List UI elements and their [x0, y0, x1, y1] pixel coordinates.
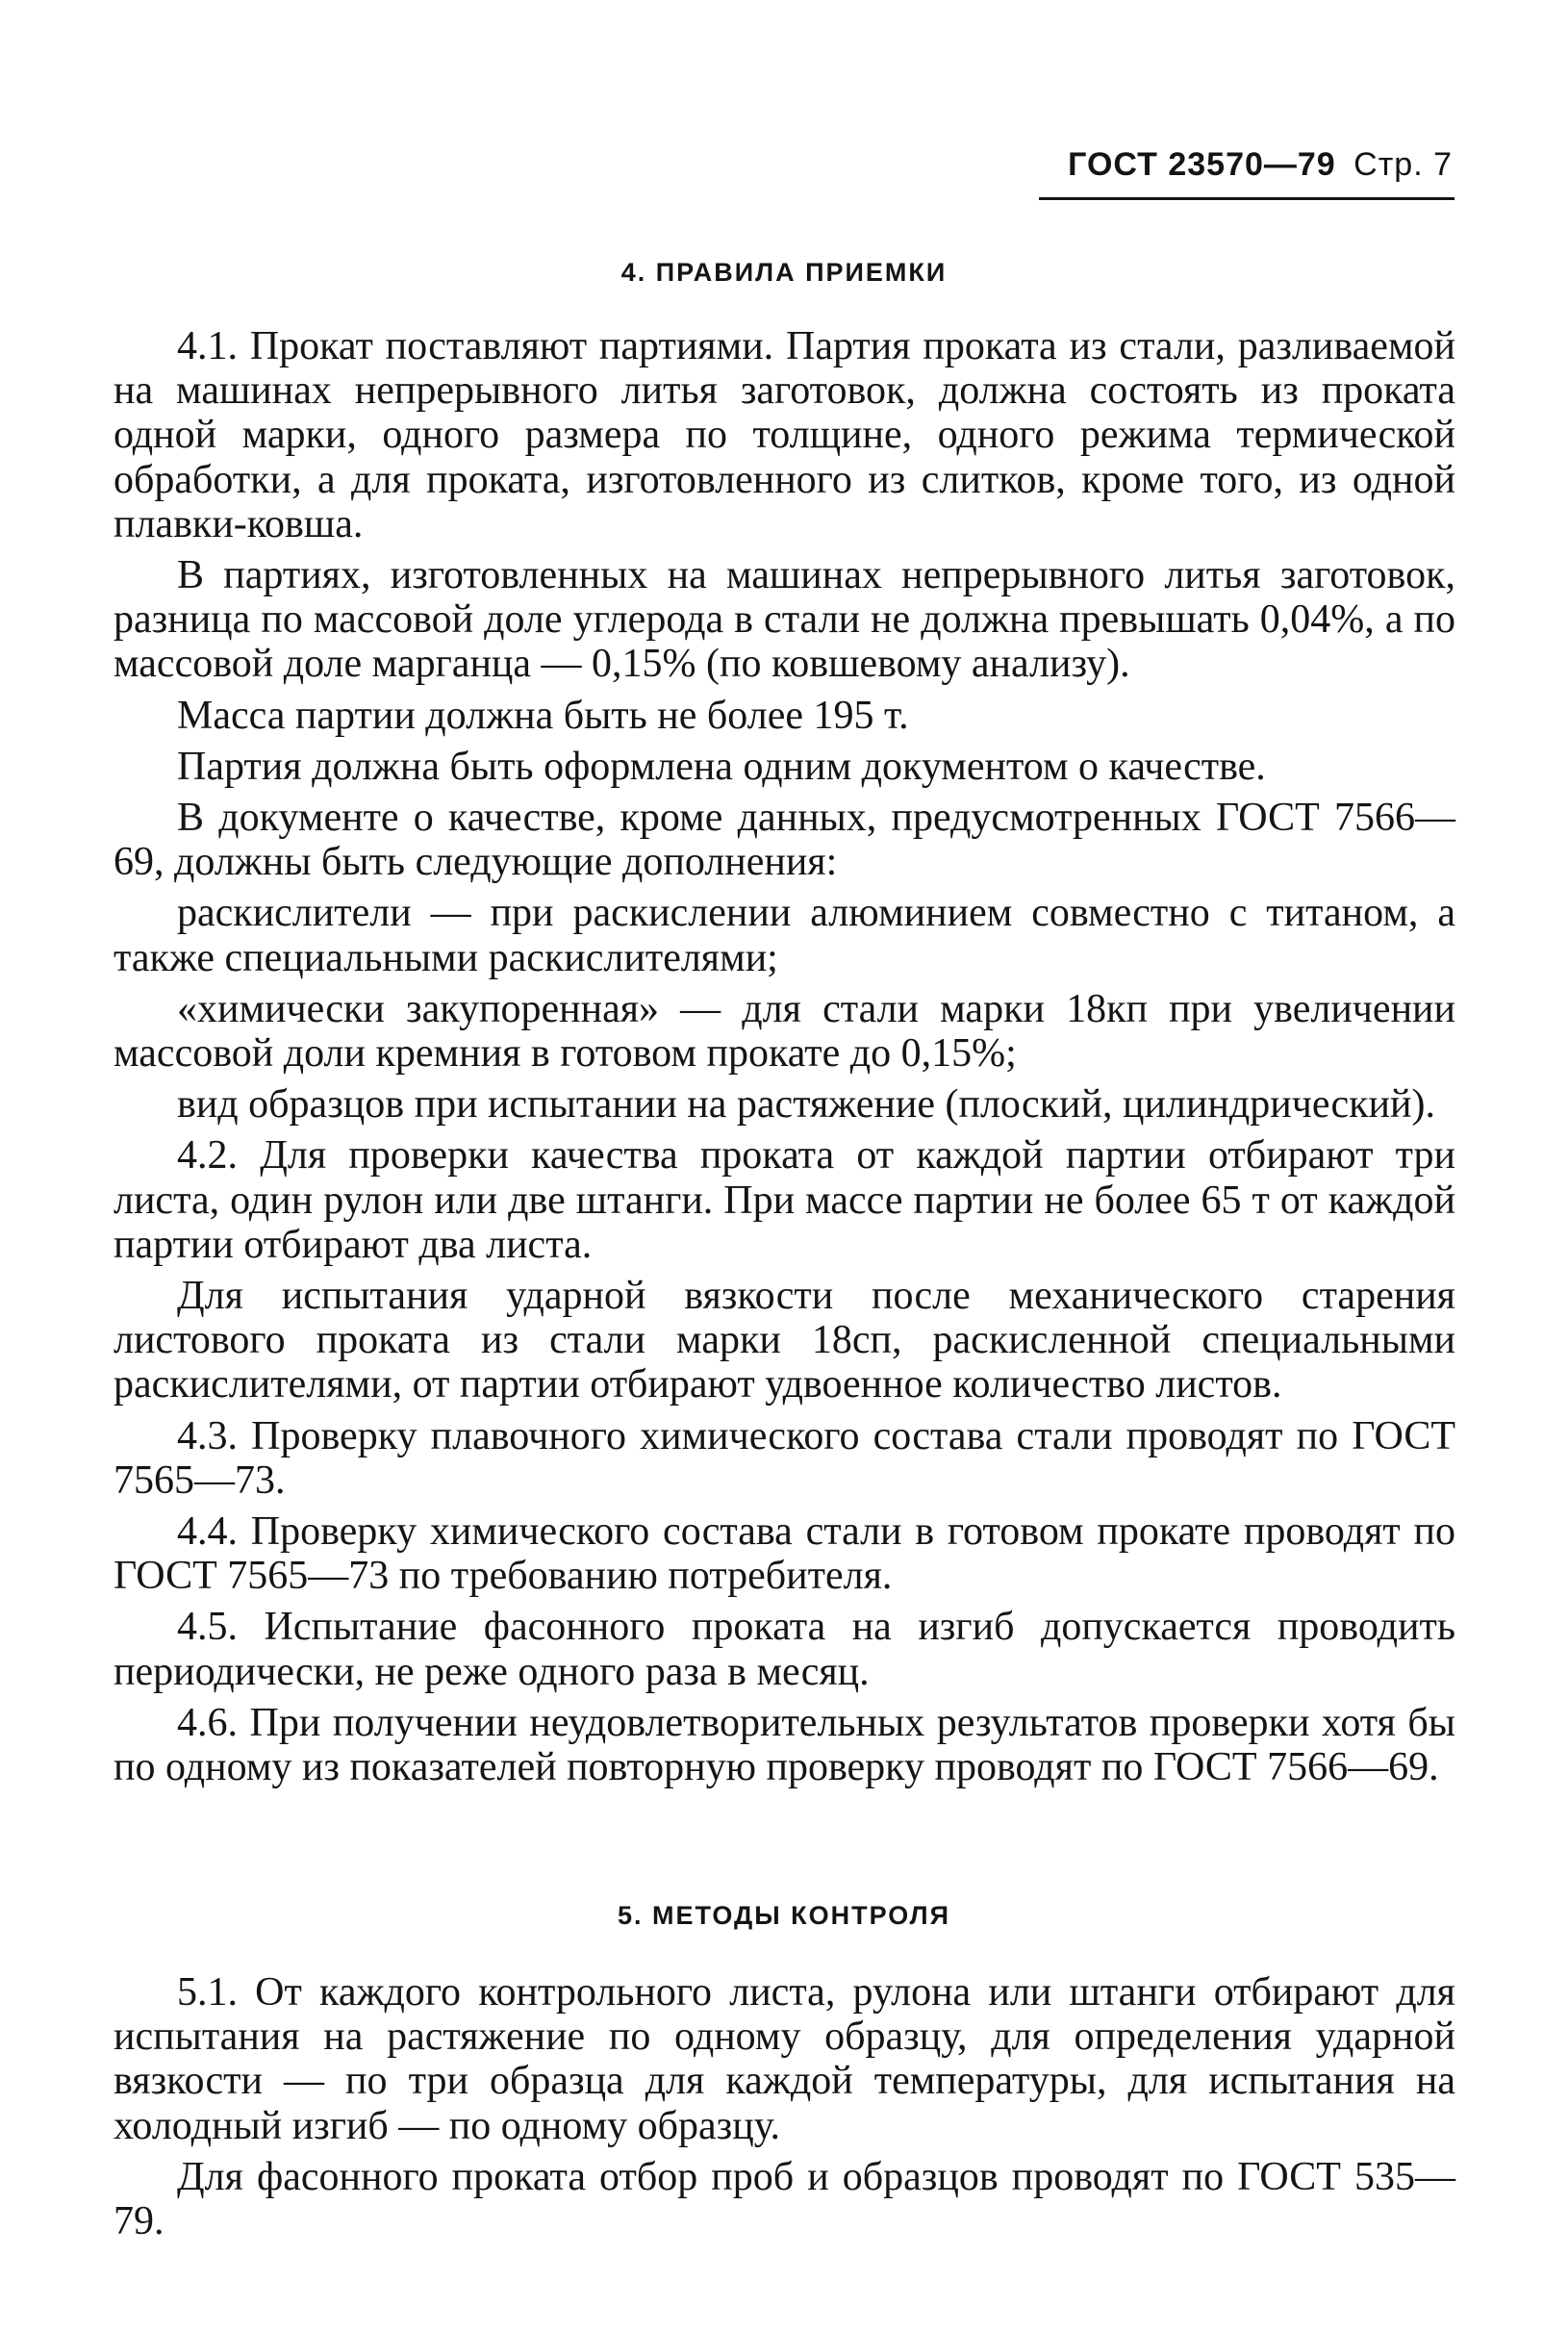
- section-5-title: 5. МЕТОДЫ КОНТРОЛЯ: [618, 1901, 950, 1930]
- paragraph: 4.2. Для проверки качества проката от каждой партии отбирают три листа, один рулон или две штанги. При массе партии не более 65 т от каждой партии отбирают два листа.: [114, 1133, 1455, 1267]
- paragraph: «химически закупоренная» — для стали марки 18кп при увеличении массовой доли кремния в готовом прокате до 0,15%;: [114, 986, 1455, 1077]
- page-header: [1068, 146, 1453, 184]
- paragraph: Масса партии должна быть не более 195 т.: [177, 693, 909, 738]
- paragraph: Для фасонного проката отбор проб и образцов проводят по ГОСТ 535—79.: [114, 2154, 1455, 2244]
- paragraph: Партия должна быть оформлена одним документом о качестве.: [177, 744, 1266, 789]
- header-rule: [1039, 197, 1454, 200]
- paragraph: 4.5. Испытание фасонного проката на изгиб допускается проводить периодически, не реже одного раза в месяц.: [114, 1605, 1455, 1694]
- paragraph: В партиях, изготовленных на машинах непрерывного литья заготовок, разница по массовой доле углерода в стали не должна превышать 0,04%, а по массовой доле марганца — 0,15% (по ковшевому анализу).: [114, 553, 1455, 687]
- paragraph: 4.4. Проверку химического состава стали в готовом прокате проводят по ГОСТ 7565—73 по требованию потребителя.: [114, 1509, 1455, 1599]
- paragraph: В документе о качестве, кроме данных, предусмотренных ГОСТ 7566—69, должны быть следующие дополнения:: [114, 796, 1455, 885]
- paragraph: раскислители — при раскислении алюминием совместно с титаном, а также специальными раскислителями;: [114, 891, 1455, 980]
- paragraph: вид образцов при испытании на растяжение (плоский, цилиндрический).: [177, 1082, 1435, 1128]
- section-4-title: 4. ПРАВИЛА ПРИЕМКИ: [620, 258, 948, 287]
- section-5-body: [114, 1970, 1455, 2243]
- paragraph: 4.6. При получении неудовлетворительных результатов проверки хотя бы по одному из показателей повторную проверку проводят по ГОСТ 7566—69.: [114, 1700, 1455, 1790]
- paragraph: 4.1. Прокат поставляют партиями. Партия проката из стали, разливаемой на машинах непрерывного литья заготовок, должна состоять из проката одной марки, одного размера по толщине, одного режима термической обработки, а для проката, изготовленного из слитков, кроме того, из одной плавки-ковша.: [114, 324, 1455, 546]
- standard-number: ГОСТ 23570—79: [1068, 146, 1336, 183]
- page-number: Стр. 7: [1353, 146, 1453, 183]
- section-4-body: [114, 324, 1455, 1789]
- paragraph: 5.1. От каждого контрольного листа, рулона или штанги отбирают для испытания на растяжение по одному образцу, для определения ударной вязкости — по три образца для каждой температуры, для испытания на холодный изгиб — по одному образцу.: [114, 1970, 1455, 2148]
- paragraph: Для испытания ударной вязкости после механического старения листового проката из стали марки 18сп, раскисленной специальными раскислителями, от партии отбирают удвоенное количество листов.: [114, 1274, 1455, 1407]
- paragraph: 4.3. Проверку плавочного химического состава стали проводят по ГОСТ 7565—73.: [114, 1413, 1455, 1503]
